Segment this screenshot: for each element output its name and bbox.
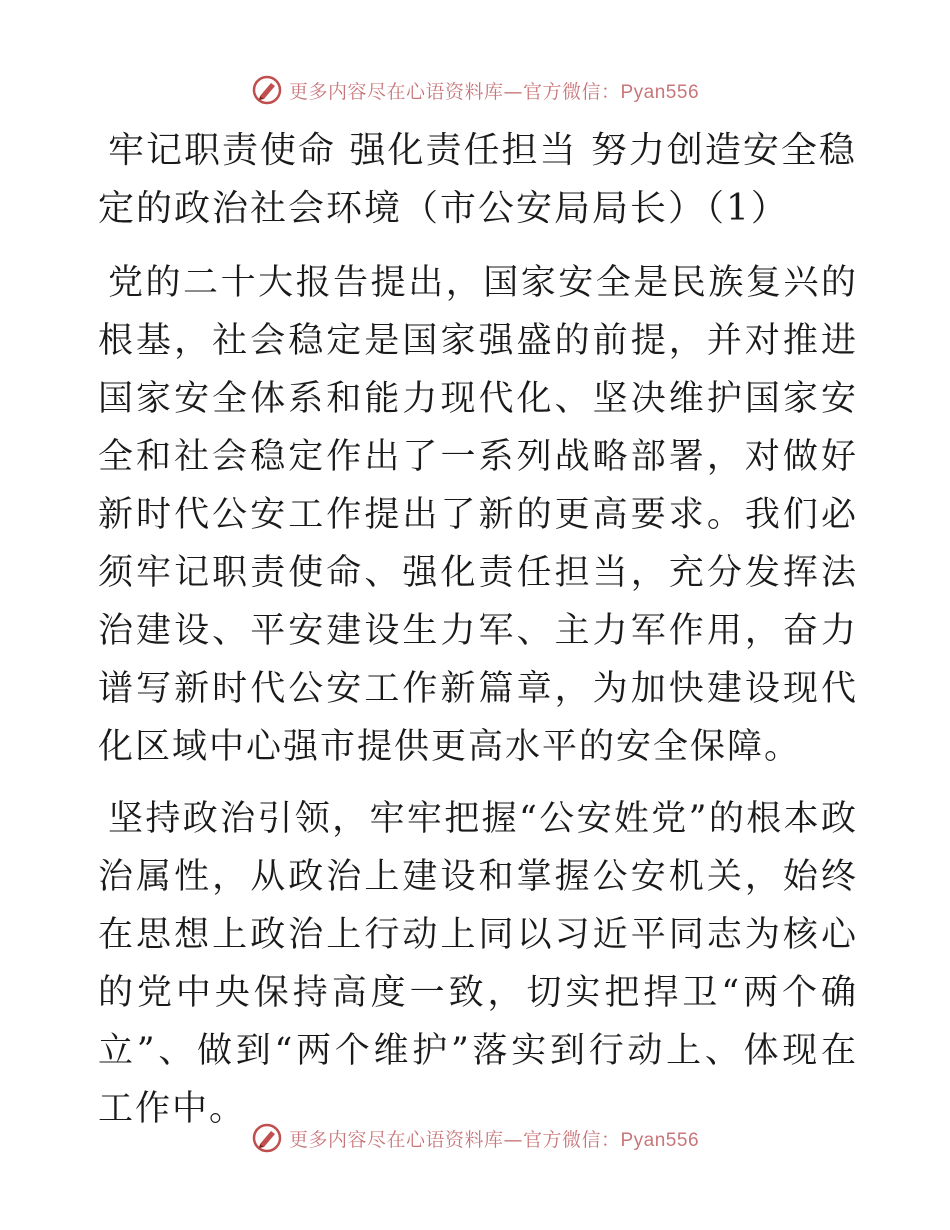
footer-watermark xyxy=(0,1118,950,1158)
paragraph-1: 党的二十大报告提出，国家安全是民族复兴的根基，社会稳定是国家强盛的前提，并对推进国家安全体系和能力现代化、坚决维护国家安全和社会稳定作出了一系列战略部署，对做好新时代公安工作提出了新的更高要求。我们必须牢记职责使命、强化责任担当，充分发挥法治建设、平安建设生力军、主力军作用，奋力谱写新时代公安工作新篇章，为加快建设现代化区域中心强市提供更高水平的安全保障。 xyxy=(98,263,858,767)
document-title: 牢记职责使命 强化责任担当 努力创造安全稳定的政治社会环境（市公安局局长）（1） xyxy=(98,130,857,229)
pen-logo-icon xyxy=(251,74,283,106)
watermark-text: 更多内容尽在心语资料库—官方微信：Pyan556 xyxy=(288,80,700,103)
document-body xyxy=(98,122,858,1152)
watermark-text: 更多内容尽在心语资料库—官方微信：Pyan556 xyxy=(288,1128,700,1151)
paragraph-2: 坚持政治引领，牢牢把握“公安姓党”的根本政治属性，从政治上建设和掌握公安机关，始终在思想上政治上行动上同以习近平同志为核心的党中央保持高度一致，切实把捍卫“两个确立”、做到“两个维护”落实到行动上、体现在工作中。 xyxy=(98,799,858,1129)
pen-logo-icon xyxy=(251,1122,283,1154)
header-watermark xyxy=(0,70,950,110)
